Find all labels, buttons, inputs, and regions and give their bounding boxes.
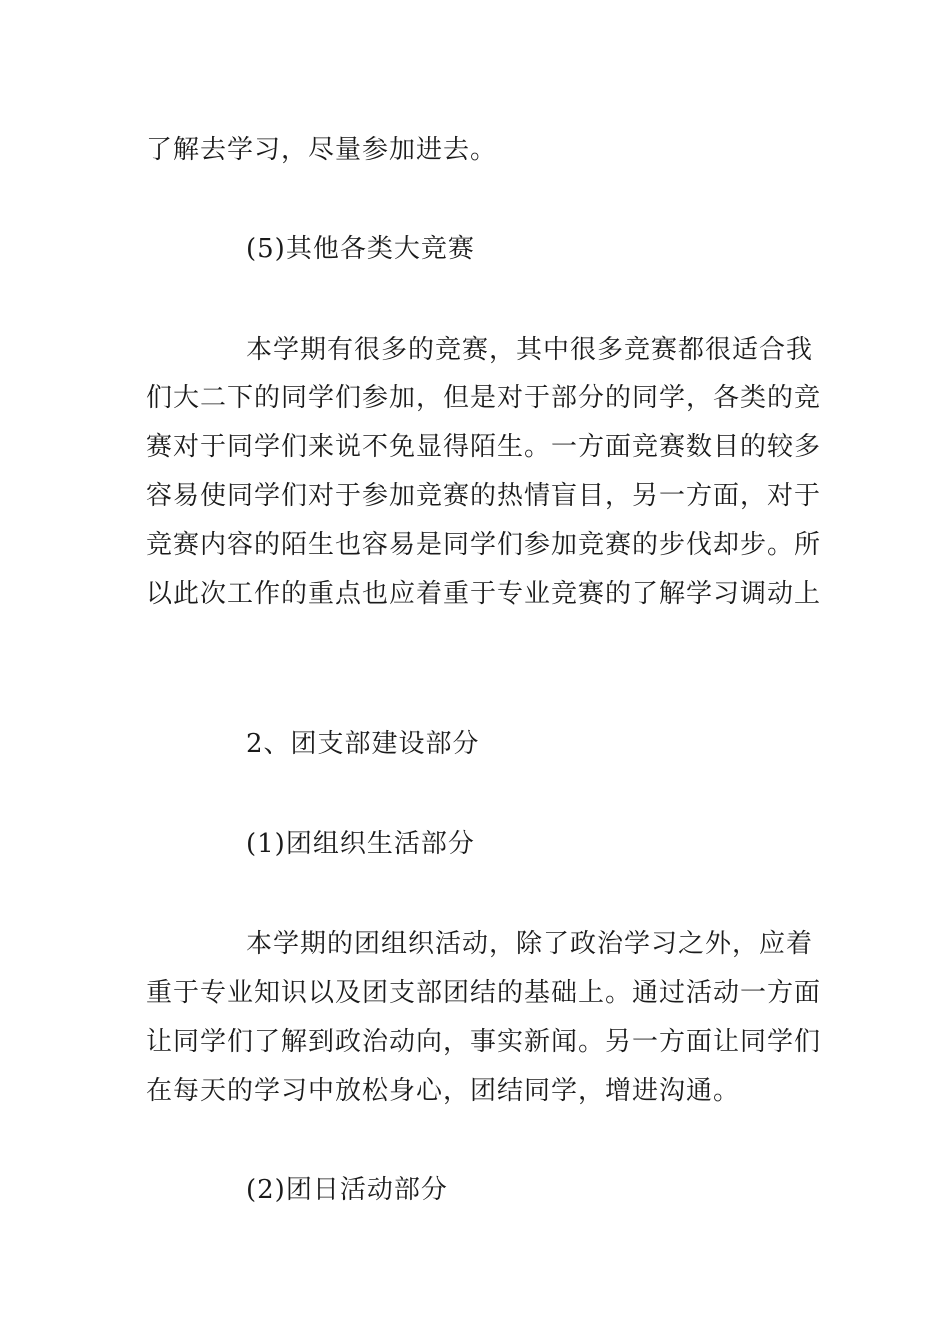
paragraph-line: 容易使同学们对于参加竞赛的热情盲目，另一方面，对于 — [146, 481, 822, 511]
paragraph-line: 以此次工作的重点也应着重于专业竞赛的了解学习调动上 — [146, 579, 822, 609]
paragraph-line: 让同学们了解到政治动向，事实新闻。另一方面让同学们 — [146, 1027, 822, 1057]
subsection-heading: (2)团日活动部分 — [246, 1175, 448, 1205]
section-heading: (5)其他各类大竞赛 — [246, 234, 475, 264]
paragraph-line: 竞赛内容的陌生也容易是同学们参加竞赛的步伐却步。所 — [146, 530, 822, 560]
paragraph-line: 重于专业知识以及团支部团结的基础上。通过活动一方面 — [146, 978, 822, 1008]
paragraph-line: 们大二下的同学们参加，但是对于部分的同学，各类的竞 — [146, 383, 822, 413]
paragraph-line: 了解去学习，尽量参加进去。 — [146, 135, 498, 165]
paragraph-line: 赛对于同学们来说不免显得陌生。一方面竞赛数目的较多 — [146, 432, 822, 462]
subsection-heading: (1)团组织生活部分 — [246, 829, 475, 859]
section-heading: 2、团支部建设部分 — [246, 729, 480, 759]
paragraph-line: 本学期有很多的竞赛，其中很多竞赛都很适合我 — [246, 335, 814, 365]
paragraph-line: 在每天的学习中放松身心，团结同学，增进沟通。 — [146, 1076, 741, 1106]
paragraph-line: 本学期的团组织活动，除了政治学习之外，应着 — [246, 929, 814, 959]
